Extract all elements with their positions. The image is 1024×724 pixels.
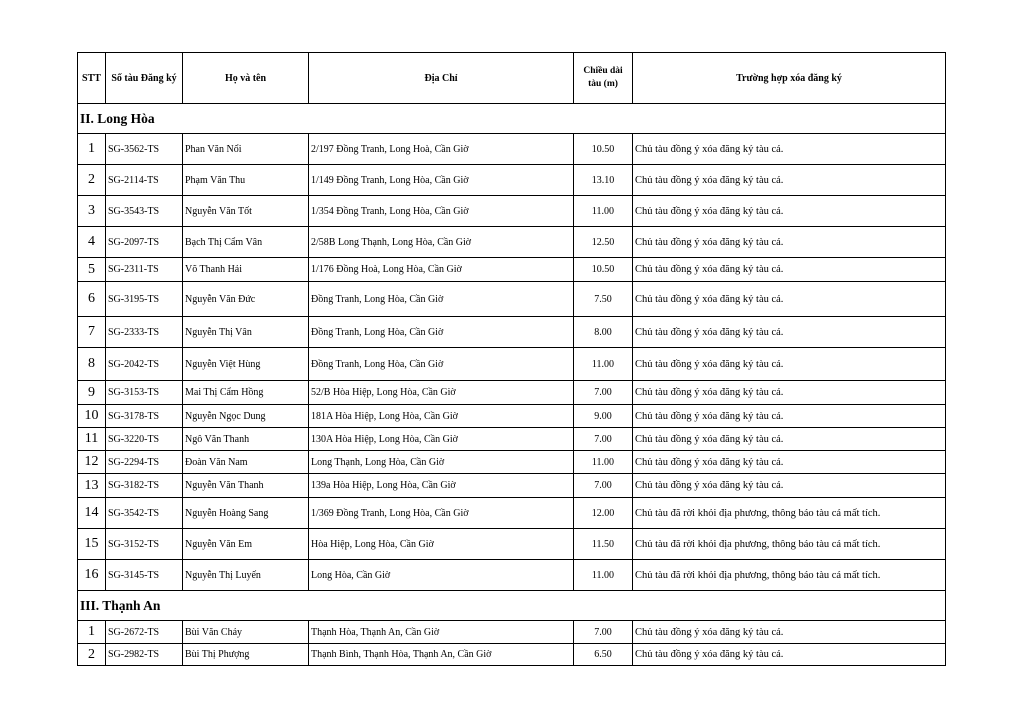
cell-vessel-length: 12.50 <box>574 227 633 258</box>
cell-vessel-number: SG-3153-TS <box>106 381 183 405</box>
cell-address: Đồng Tranh, Long Hòa, Cần Giờ <box>309 282 574 317</box>
cell-full-name: Võ Thanh Hải <box>183 258 309 282</box>
cell-address: Hòa Hiệp, Long Hòa, Cần Giờ <box>309 529 574 560</box>
header-row <box>78 53 946 104</box>
cell-address: 139a Hòa Hiệp, Long Hòa, Cần Giờ <box>309 474 574 498</box>
cell-address: 2/197 Đồng Tranh, Long Hoà, Cần Giờ <box>309 134 574 165</box>
cell-stt: 6 <box>78 282 106 317</box>
cell-vessel-number: SG-2672-TS <box>106 621 183 644</box>
table-row <box>78 317 946 348</box>
cell-vessel-length: 12.00 <box>574 498 633 529</box>
cell-address: 1/354 Đồng Tranh, Long Hòa, Cần Giờ <box>309 196 574 227</box>
cell-stt: 16 <box>78 560 106 591</box>
cell-full-name: Nguyễn Văn Đức <box>183 282 309 317</box>
cell-vessel-number: SG-2333-TS <box>106 317 183 348</box>
table-row <box>78 196 946 227</box>
cell-address: 1/176 Đồng Hoà, Long Hòa, Cần Giờ <box>309 258 574 282</box>
vessel-deregistration-table <box>77 52 946 666</box>
cell-full-name: Nguyễn Ngọc Dung <box>183 405 309 428</box>
cell-stt: 11 <box>78 428 106 451</box>
cell-vessel-number: SG-3145-TS <box>106 560 183 591</box>
cell-address: 1/369 Đồng Tranh, Long Hòa, Cần Giờ <box>309 498 574 529</box>
cell-vessel-length: 7.00 <box>574 381 633 405</box>
cell-vessel-number: SG-3178-TS <box>106 405 183 428</box>
cell-stt: 14 <box>78 498 106 529</box>
header-full-name: Họ và tên <box>183 53 309 104</box>
cell-full-name: Bùi Văn Chảy <box>183 621 309 644</box>
cell-deregistration-reason: Chủ tàu đã rời khỏi địa phương, thông báo tàu cá mất tích. <box>633 529 946 560</box>
cell-address: Long Hòa, Cần Giờ <box>309 560 574 591</box>
cell-full-name: Mai Thị Cẩm Hồng <box>183 381 309 405</box>
cell-full-name: Nguyễn Văn Tốt <box>183 196 309 227</box>
cell-address: Đồng Tranh, Long Hòa, Cần Giờ <box>309 348 574 381</box>
cell-deregistration-reason: Chủ tàu đồng ý xóa đăng ký tàu cá. <box>633 134 946 165</box>
cell-address: Thạnh Hòa, Thạnh An, Cần Giờ <box>309 621 574 644</box>
cell-full-name: Nguyễn Thị Luyến <box>183 560 309 591</box>
cell-stt: 5 <box>78 258 106 282</box>
cell-full-name: Nguyễn Việt Hùng <box>183 348 309 381</box>
cell-deregistration-reason: Chủ tàu đồng ý xóa đăng ký tàu cá. <box>633 381 946 405</box>
table-row <box>78 282 946 317</box>
table-row <box>78 621 946 644</box>
cell-address: 181A Hòa Hiệp, Long Hòa, Cần Giờ <box>309 405 574 428</box>
cell-full-name: Ngô Văn Thanh <box>183 428 309 451</box>
cell-deregistration-reason: Chủ tàu đồng ý xóa đăng ký tàu cá. <box>633 196 946 227</box>
cell-vessel-number: SG-3152-TS <box>106 529 183 560</box>
cell-deregistration-reason: Chủ tàu đồng ý xóa đăng ký tàu cá. <box>633 428 946 451</box>
cell-address: 1/149 Đồng Tranh, Long Hòa, Cần Giờ <box>309 165 574 196</box>
cell-vessel-number: SG-3195-TS <box>106 282 183 317</box>
cell-vessel-length: 11.00 <box>574 560 633 591</box>
header-address: Địa Chỉ <box>309 53 574 104</box>
cell-stt: 1 <box>78 134 106 165</box>
cell-address: Đồng Tranh, Long Hòa, Cần Giờ <box>309 317 574 348</box>
table-row <box>78 405 946 428</box>
cell-full-name: Bạch Thị Cẩm Vân <box>183 227 309 258</box>
cell-vessel-length: 10.50 <box>574 134 633 165</box>
table-row <box>78 165 946 196</box>
section-row <box>78 591 946 621</box>
cell-stt: 8 <box>78 348 106 381</box>
table-row <box>78 227 946 258</box>
cell-address: 130A Hòa Hiệp, Long Hòa, Cần Giờ <box>309 428 574 451</box>
cell-deregistration-reason: Chủ tàu đã rời khỏi địa phương, thông báo tàu cá mất tích. <box>633 560 946 591</box>
cell-vessel-number: SG-2982-TS <box>106 644 183 666</box>
cell-stt: 10 <box>78 405 106 428</box>
cell-vessel-length: 11.00 <box>574 196 633 227</box>
section-title: III. Thạnh An <box>78 591 946 621</box>
cell-vessel-length: 13.10 <box>574 165 633 196</box>
cell-vessel-length: 8.00 <box>574 317 633 348</box>
cell-deregistration-reason: Chủ tàu đồng ý xóa đăng ký tàu cá. <box>633 405 946 428</box>
cell-vessel-number: SG-2311-TS <box>106 258 183 282</box>
cell-full-name: Nguyễn Văn Thanh <box>183 474 309 498</box>
cell-full-name: Đoàn Văn Nam <box>183 451 309 474</box>
cell-vessel-length: 6.50 <box>574 644 633 666</box>
table-row <box>78 381 946 405</box>
cell-stt: 3 <box>78 196 106 227</box>
cell-address: 52/B Hòa Hiệp, Long Hòa, Cần Giờ <box>309 381 574 405</box>
table-row <box>78 529 946 560</box>
cell-full-name: Phạm Văn Thu <box>183 165 309 196</box>
header-stt: STT <box>78 53 106 104</box>
cell-stt: 4 <box>78 227 106 258</box>
cell-vessel-length: 7.00 <box>574 621 633 644</box>
table-row <box>78 560 946 591</box>
cell-stt: 12 <box>78 451 106 474</box>
table-row <box>78 498 946 529</box>
cell-full-name: Nguyễn Thị Vân <box>183 317 309 348</box>
table-row <box>78 258 946 282</box>
table-row <box>78 644 946 666</box>
table-row <box>78 134 946 165</box>
cell-address: Long Thạnh, Long Hòa, Cần Giờ <box>309 451 574 474</box>
header-vessel-number: Số tàu Đăng ký <box>106 53 183 104</box>
cell-vessel-length: 7.50 <box>574 282 633 317</box>
header-vessel-length: Chiều dài tàu (m) <box>574 53 633 104</box>
cell-vessel-number: SG-2042-TS <box>106 348 183 381</box>
cell-vessel-length: 10.50 <box>574 258 633 282</box>
cell-vessel-length: 9.00 <box>574 405 633 428</box>
cell-deregistration-reason: Chủ tàu đồng ý xóa đăng ký tàu cá. <box>633 282 946 317</box>
cell-full-name: Nguyễn Văn Em <box>183 529 309 560</box>
cell-deregistration-reason: Chủ tàu đồng ý xóa đăng ký tàu cá. <box>633 451 946 474</box>
table-row <box>78 451 946 474</box>
table-row <box>78 348 946 381</box>
cell-vessel-length: 11.00 <box>574 451 633 474</box>
cell-vessel-length: 7.00 <box>574 428 633 451</box>
cell-vessel-number: SG-2114-TS <box>106 165 183 196</box>
cell-vessel-number: SG-3220-TS <box>106 428 183 451</box>
cell-vessel-number: SG-3182-TS <box>106 474 183 498</box>
cell-stt: 2 <box>78 165 106 196</box>
cell-vessel-number: SG-3562-TS <box>106 134 183 165</box>
cell-stt: 7 <box>78 317 106 348</box>
cell-deregistration-reason: Chủ tàu đồng ý xóa đăng ký tàu cá. <box>633 258 946 282</box>
cell-deregistration-reason: Chủ tàu đồng ý xóa đăng ký tàu cá. <box>633 348 946 381</box>
cell-deregistration-reason: Chủ tàu đồng ý xóa đăng ký tàu cá. <box>633 644 946 666</box>
section-title: II. Long Hòa <box>78 104 946 134</box>
cell-deregistration-reason: Chủ tàu đồng ý xóa đăng ký tàu cá. <box>633 621 946 644</box>
cell-address: 2/58B Long Thạnh, Long Hòa, Cần Giờ <box>309 227 574 258</box>
cell-stt: 13 <box>78 474 106 498</box>
table-body <box>78 104 946 666</box>
cell-full-name: Phan Văn Nổi <box>183 134 309 165</box>
cell-deregistration-reason: Chủ tàu đồng ý xóa đăng ký tàu cá. <box>633 165 946 196</box>
cell-address: Thạnh Bình, Thạnh Hòa, Thạnh An, Cần Giờ <box>309 644 574 666</box>
cell-stt: 15 <box>78 529 106 560</box>
cell-deregistration-reason: Chủ tàu đồng ý xóa đăng ký tàu cá. <box>633 227 946 258</box>
cell-stt: 1 <box>78 621 106 644</box>
table-row <box>78 474 946 498</box>
cell-full-name: Bùi Thị Phượng <box>183 644 309 666</box>
cell-vessel-length: 11.00 <box>574 348 633 381</box>
cell-stt: 9 <box>78 381 106 405</box>
cell-vessel-number: SG-2294-TS <box>106 451 183 474</box>
cell-vessel-length: 11.50 <box>574 529 633 560</box>
header-deregistration-reason: Trường hợp xóa đăng ký <box>633 53 946 104</box>
cell-deregistration-reason: Chủ tàu đồng ý xóa đăng ký tàu cá. <box>633 474 946 498</box>
cell-full-name: Nguyễn Hoàng Sang <box>183 498 309 529</box>
cell-vessel-number: SG-3543-TS <box>106 196 183 227</box>
cell-deregistration-reason: Chủ tàu đã rời khỏi địa phương, thông báo tàu cá mất tích. <box>633 498 946 529</box>
table-row <box>78 428 946 451</box>
cell-vessel-length: 7.00 <box>574 474 633 498</box>
cell-stt: 2 <box>78 644 106 666</box>
section-row <box>78 104 946 134</box>
cell-deregistration-reason: Chủ tàu đồng ý xóa đăng ký tàu cá. <box>633 317 946 348</box>
cell-vessel-number: SG-2097-TS <box>106 227 183 258</box>
cell-vessel-number: SG-3542-TS <box>106 498 183 529</box>
